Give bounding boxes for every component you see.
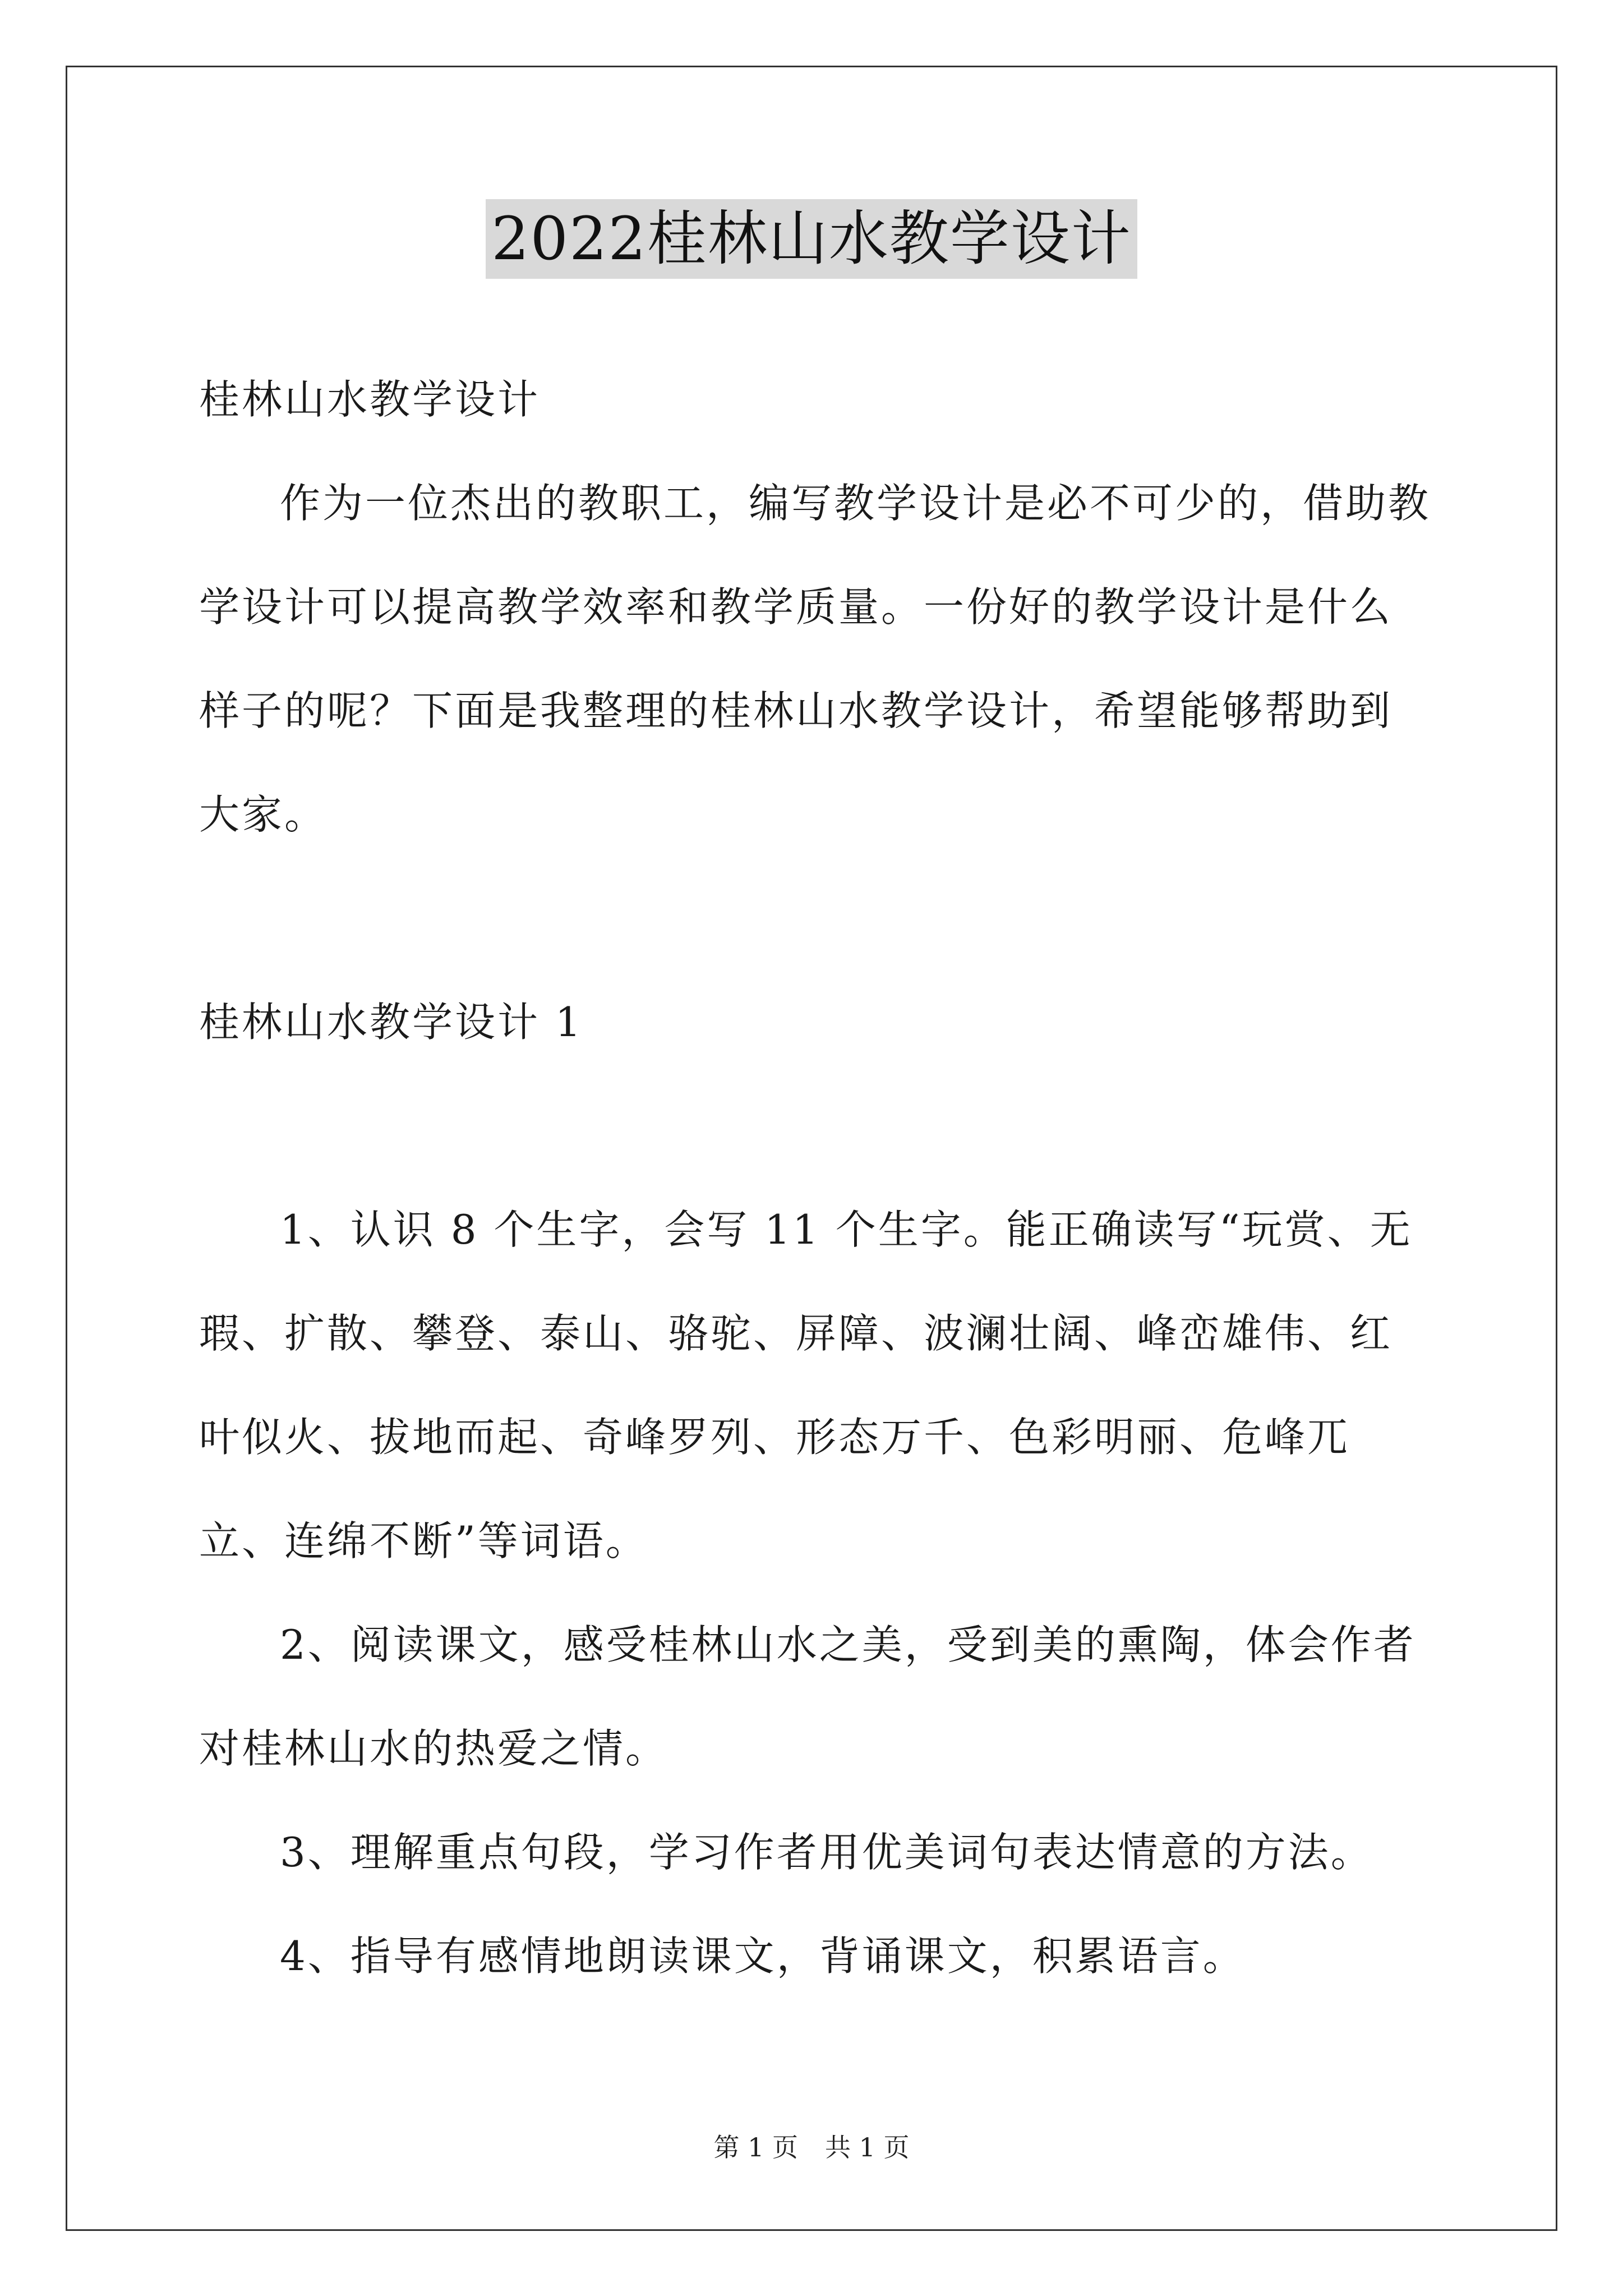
intro-paragraph: 作为一位杰出的教职工，编写教学设计是必不可少的，借助教学设计可以提高教学效率和教学质量。一份好的教学设计是什么样子的呢？下面是我整理的桂林山水教学设计，希望能够帮助到大家。: [199, 480, 1431, 838]
page-footer: [0, 2131, 1623, 2164]
list-item: 4、指导有感情地朗读课文，背诵课文，积累语言。: [280, 1932, 1246, 1980]
title-container: [0, 199, 1623, 279]
list-item: 3、理解重点句段，学习作者用优美词句表达情意的方法。: [280, 1829, 1373, 1876]
page-total: 共 1 页: [825, 2132, 910, 2162]
document-title: 2022桂林山水教学设计: [486, 199, 1137, 279]
spacer: [199, 1074, 1433, 1178]
section-heading: 桂林山水教学设计 1: [199, 999, 583, 1046]
list-item: 1、认识 8 个生字，会写 11 个生字。能正确读写“玩赏、无瑕、扩散、攀登、泰山、骆驼、屏障、波澜壮阔、峰峦雄伟、红叶似火、拔地而起、奇峰罗列、形态万千、色彩明丽、危峰兀立、连绵不断”等词语。: [199, 1206, 1413, 1565]
document-subtitle: 桂林山水教学设计: [199, 376, 541, 423]
document-body: [199, 348, 1433, 2008]
page-number: 第 1 页: [713, 2132, 798, 2162]
spacer: [199, 867, 1433, 970]
list-item: 2、阅读课文，感受桂林山水之美，受到美的熏陶，体会作者对桂林山水的热爱之情。: [199, 1621, 1416, 1772]
